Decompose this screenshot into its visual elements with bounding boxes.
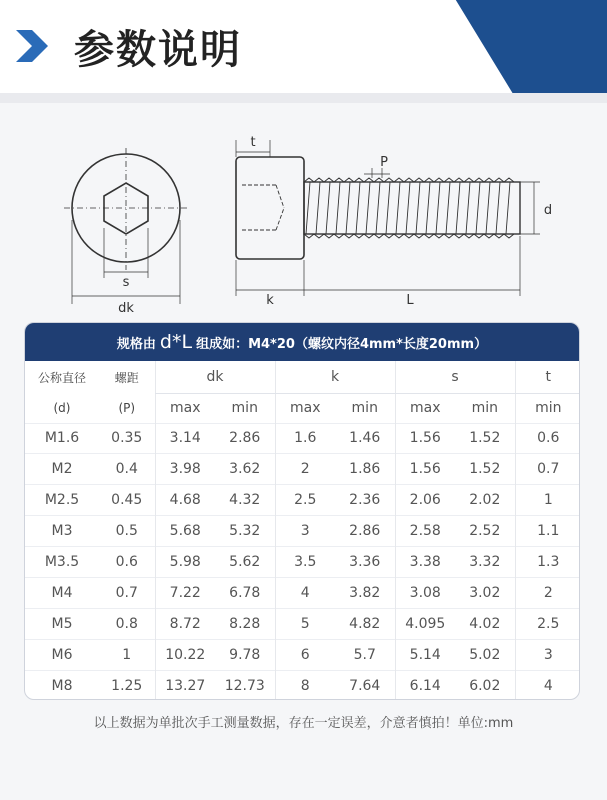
cell-dk-max: 3.14 [155, 423, 215, 454]
cell-dk-max: 3.98 [155, 454, 215, 485]
cell-size: M8 [51, 677, 73, 694]
cell-k-max: 2.5 [275, 485, 335, 516]
dim-label-s: s [122, 275, 130, 290]
cell-pitch: 0.8 [115, 615, 138, 632]
cell-dk-min: 5.62 [229, 554, 261, 570]
cell-k-min: 4.82 [349, 615, 381, 632]
cell-pitch: 0.7 [115, 584, 138, 601]
table-row [25, 608, 580, 639]
cell-k-max: 8 [275, 670, 335, 700]
cell-dk-min: 12.73 [224, 677, 265, 694]
cell-t-min: 1.3 [515, 547, 580, 578]
cell-k-max: 2 [275, 454, 335, 485]
footer-note: 以上数据为单批次手工测量数据，存在一定误差，介意者慎拍！单位:mm [93, 716, 514, 731]
spec-table-card [24, 322, 580, 700]
cell-k-min: 7.64 [349, 677, 381, 694]
screw-side-view [236, 140, 540, 296]
cell-k-min: 3.82 [349, 584, 381, 601]
cell-k-max: 6 [275, 639, 335, 670]
cell-s-min: 3.32 [469, 554, 501, 570]
table-row [25, 454, 580, 485]
cell-dk-max: 7.22 [155, 577, 215, 608]
header-s-max: max [395, 393, 455, 423]
spec-table-body [25, 423, 580, 700]
header-group-k: k [275, 361, 395, 393]
cell-dk-min: 4.32 [229, 492, 261, 509]
cell-dk-min: 3.62 [229, 461, 261, 478]
cell-dk-max: 13.27 [155, 670, 215, 700]
table-row [25, 485, 580, 516]
cell-size: M2 [51, 461, 73, 478]
cell-t-min: 0.7 [515, 454, 580, 485]
cell-s-max: 1.56 [395, 454, 455, 485]
cell-size: M4 [51, 584, 73, 601]
cell-s-max: 4.095 [395, 608, 455, 639]
cell-k-max: 3 [275, 516, 335, 547]
cell-t-min: 2 [515, 577, 580, 608]
cell-t-min: 1 [515, 485, 580, 516]
cell-pitch: 0.45 [111, 492, 143, 509]
cell-t-min: 2.5 [515, 608, 580, 639]
cell-s-min: 2.02 [469, 492, 501, 509]
spec-table [25, 361, 580, 700]
cell-size: M3 [51, 523, 73, 540]
spec-table-title [25, 323, 579, 361]
cell-k-max: 1.6 [275, 423, 335, 454]
header-group-s: s [395, 361, 515, 393]
header-k-min: min [351, 400, 378, 416]
cell-pitch: 0.5 [115, 523, 138, 540]
cell-dk-min: 6.78 [229, 584, 261, 601]
cell-size: M5 [51, 615, 73, 632]
dim-label-dk: dk [118, 301, 134, 316]
header-s-min: min [471, 400, 498, 416]
cell-pitch: 1.25 [111, 677, 143, 694]
cell-k-min: 5.7 [353, 646, 376, 663]
header-dk-max: max [155, 393, 215, 423]
cell-s-min: 1.52 [469, 430, 501, 447]
cell-s-max: 1.56 [395, 423, 455, 454]
table-row [25, 670, 580, 700]
cell-s-max: 3.08 [395, 577, 455, 608]
title-prefix: 规格由 [116, 336, 156, 352]
screw-dimension-drawing [0, 110, 607, 320]
table-row [25, 639, 580, 670]
cell-t-min: 3 [515, 639, 580, 670]
header-group-dk: dk [155, 361, 275, 393]
dim-label-d: d [543, 203, 553, 218]
cell-s-min: 2.52 [469, 523, 501, 540]
cell-dk-min: 2.86 [229, 430, 261, 447]
cell-dk-max: 5.68 [155, 516, 215, 547]
cell-pitch: 1 [122, 646, 132, 663]
dim-label-t: t [250, 135, 256, 150]
cell-dk-min: 9.78 [229, 646, 261, 663]
dim-label-k: k [266, 293, 274, 308]
title-big: d*L [159, 331, 193, 353]
cell-s-min: 6.02 [469, 677, 501, 694]
table-row [25, 516, 580, 547]
cell-pitch: 0.4 [115, 461, 138, 478]
cell-k-min: 1.86 [349, 461, 381, 478]
cell-s-min: 1.52 [469, 461, 501, 478]
page-header [0, 0, 607, 93]
cell-dk-max: 10.22 [155, 639, 215, 670]
cell-dk-max: 5.98 [155, 547, 215, 578]
header-pitch-sub: (P) [118, 400, 136, 415]
cell-k-min: 3.36 [349, 554, 381, 570]
cell-k-min: 2.36 [349, 492, 381, 509]
cell-dk-max: 8.72 [155, 608, 215, 639]
cell-k-min: 2.86 [349, 523, 381, 540]
cell-s-max: 3.38 [395, 547, 455, 578]
title-suffix: 组成如：M4*20（螺纹内径4mm*长度20mm） [196, 336, 488, 352]
cell-t-min: 4 [515, 670, 580, 700]
cell-s-max: 6.14 [395, 670, 455, 700]
header-nominal-sub: (d) [53, 400, 71, 415]
dim-label-p: P [380, 155, 388, 170]
cell-size: M6 [51, 646, 73, 663]
cell-s-min: 3.02 [469, 584, 501, 601]
table-row [25, 423, 580, 454]
cell-pitch: 0.6 [115, 554, 138, 570]
cell-t-min: 1.1 [515, 516, 580, 547]
cell-k-max: 5 [275, 608, 335, 639]
table-row [25, 547, 580, 578]
header-dk-min: min [231, 400, 258, 416]
header-pitch: 螺距 [114, 370, 139, 385]
header-blue-band [397, 0, 607, 93]
header-t-min: min [515, 393, 580, 423]
header-nominal: 公称直径 [37, 370, 86, 385]
cell-k-min: 1.46 [349, 430, 381, 447]
cell-pitch: 0.35 [111, 430, 143, 447]
table-row [25, 577, 580, 608]
cell-size: M1.6 [44, 430, 80, 447]
cell-s-min: 5.02 [469, 646, 501, 663]
cell-s-max: 2.58 [395, 516, 455, 547]
cell-dk-min: 5.32 [229, 523, 261, 540]
page-title: 参数说明 [74, 27, 242, 73]
cell-s-max: 5.14 [395, 639, 455, 670]
cell-dk-min: 8.28 [229, 615, 261, 632]
cell-s-max: 2.06 [395, 485, 455, 516]
cell-size: M2.5 [44, 492, 80, 509]
cell-s-min: 4.02 [469, 615, 501, 632]
dim-label-l: L [406, 293, 414, 308]
cell-size: M3.5 [44, 554, 80, 570]
cell-dk-max: 4.68 [155, 485, 215, 516]
header-k-max: max [275, 393, 335, 423]
cell-t-min: 0.6 [515, 423, 580, 454]
chevron-right-icon [12, 26, 52, 66]
cell-k-max: 3.5 [275, 547, 335, 578]
header-divider [0, 93, 607, 103]
header-group-t: t [515, 361, 580, 393]
cell-k-max: 4 [275, 577, 335, 608]
